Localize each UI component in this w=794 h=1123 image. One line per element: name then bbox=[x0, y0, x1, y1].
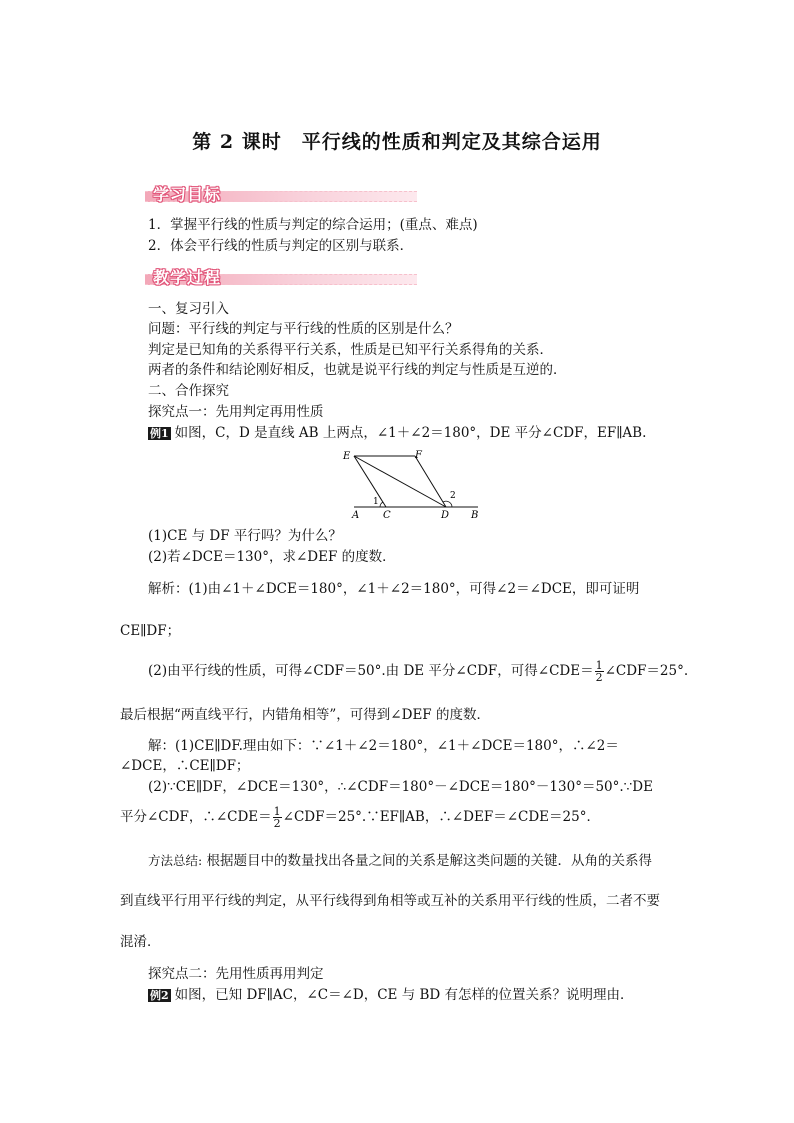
fraction-half bbox=[595, 660, 604, 683]
label-b: B bbox=[471, 510, 479, 520]
label-angle-1: 1 bbox=[373, 497, 379, 507]
label-c: C bbox=[383, 510, 391, 520]
label-a: A bbox=[352, 510, 360, 520]
review-answer-1: 判定是已知角的关系得平行关系，性质是已知平行关系得角的关系． bbox=[148, 342, 553, 358]
example2-badge: 例2 bbox=[150, 989, 169, 1002]
example1-stem bbox=[148, 424, 646, 442]
example2-stem-text: 如图，已知 DF∥AC，∠C＝∠D，CE 与 BD 有怎样的位置关系？说明理由． bbox=[174, 987, 634, 1003]
objectives-banner bbox=[145, 183, 417, 205]
segment-fd bbox=[415, 456, 446, 507]
method-line-1-text: 根据题目中的数量找出各量之间的关系是解这类问题的关键．从角的关系得 bbox=[206, 853, 653, 869]
example1-figure bbox=[340, 448, 490, 520]
analysis-line-2: CE∥DF； bbox=[120, 623, 181, 639]
label-angle-2: 2 bbox=[450, 491, 456, 501]
process-banner bbox=[145, 266, 417, 288]
analysis-line-3 bbox=[148, 660, 688, 683]
example1-q1: (1)CE 与 DF 平行吗？为什么？ bbox=[148, 528, 342, 544]
solution-line-3: (2)∵CE∥DF，∠DCE＝130°，∴∠CDF＝180°－∠DCE＝180°－130°＝50°.∵DE bbox=[148, 779, 653, 795]
solution-line-4 bbox=[120, 806, 600, 829]
example1-q2: (2)若∠DCE＝130°，求∠DEF 的度数． bbox=[148, 549, 396, 565]
label-e: E bbox=[343, 451, 351, 462]
analysis-line-4: 最后根据“两直线平行，内错角相等”，可得到∠DEF 的度数． bbox=[120, 707, 490, 723]
review-answer-2: 两者的条件和结论刚好相反，也就是说平行线的判定与性质是互逆的． bbox=[148, 362, 567, 378]
objectives-banner-text: 学习目标 bbox=[153, 185, 222, 204]
analysis-line-1: 解析：(1)由∠1＋∠DCE＝180°，∠1＋∠2＝180°，可得∠2＝∠DCE，即可证明 bbox=[148, 581, 640, 597]
example1-badge: 例1 bbox=[150, 427, 169, 440]
fraction-denominator: 2 bbox=[273, 817, 281, 830]
page-title: 第 2 课时 平行线的性质和判定及其综合运用 bbox=[192, 131, 602, 153]
fraction-numerator: 1 bbox=[595, 659, 603, 672]
analysis-line-3-part-b: ∠CDF＝25°. bbox=[604, 663, 689, 679]
solution-line-2: ∠DCE，∴CE∥DF； bbox=[120, 758, 250, 774]
label-f: F bbox=[415, 450, 422, 461]
fraction-denominator: 2 bbox=[595, 671, 603, 684]
explore-heading: 二、合作探究 bbox=[148, 383, 229, 399]
angle-1-arc bbox=[380, 502, 383, 507]
method-summary-line-3: 混淆． bbox=[120, 934, 161, 950]
process-banner-text: 教学过程 bbox=[153, 268, 222, 287]
analysis-line-3-part-a: (2)由平行线的性质，可得∠CDF＝50°.由 DE 平分∠CDF，可得∠CDE＝ bbox=[148, 663, 594, 679]
explore-point-2: 探究点二：先用性质再用判定 bbox=[148, 966, 324, 982]
label-d: D bbox=[441, 510, 450, 520]
explore-point-1: 探究点一：先用判定再用性质 bbox=[148, 404, 324, 420]
method-label: 方法总结: bbox=[148, 853, 203, 868]
solution-line-4-part-a: 平分∠CDF，∴∠CDE＝ bbox=[120, 809, 272, 825]
solution-line-4-part-b: ∠CDF＝25°.∵EF∥AB，∴∠DEF＝∠CDE＝25°． bbox=[282, 809, 600, 825]
fraction-numerator: 1 bbox=[273, 805, 281, 818]
segment-ed bbox=[354, 456, 446, 507]
example2-stem bbox=[148, 986, 634, 1004]
review-heading: 一、复习引入 bbox=[148, 301, 229, 317]
method-summary-line-2: 到直线平行用平行线的判定，从平行线得到角相等或互补的关系用平行线的性质，二者不要 bbox=[120, 893, 660, 909]
objective-1: 1．掌握平行线的性质与判定的综合运用；(重点、难点) bbox=[148, 217, 478, 233]
segment-ec bbox=[354, 456, 386, 507]
solution-line-1: 解：(1)CE∥DF.理由如下：∵∠1＋∠2＝180°，∠1＋∠DCE＝180°，∴∠2＝ bbox=[148, 738, 619, 754]
method-summary-line-1 bbox=[148, 852, 652, 870]
review-question: 问题：平行线的判定与平行线的性质的区别是什么？ bbox=[148, 321, 459, 337]
fraction-half bbox=[273, 806, 282, 829]
example1-stem-text: 如图，C，D 是直线 AB 上两点，∠1＋∠2＝180°，DE 平分∠CDF，EF∥AB. bbox=[174, 425, 647, 441]
objective-2: 2．体会平行线的性质与判定的区别与联系． bbox=[148, 238, 414, 254]
